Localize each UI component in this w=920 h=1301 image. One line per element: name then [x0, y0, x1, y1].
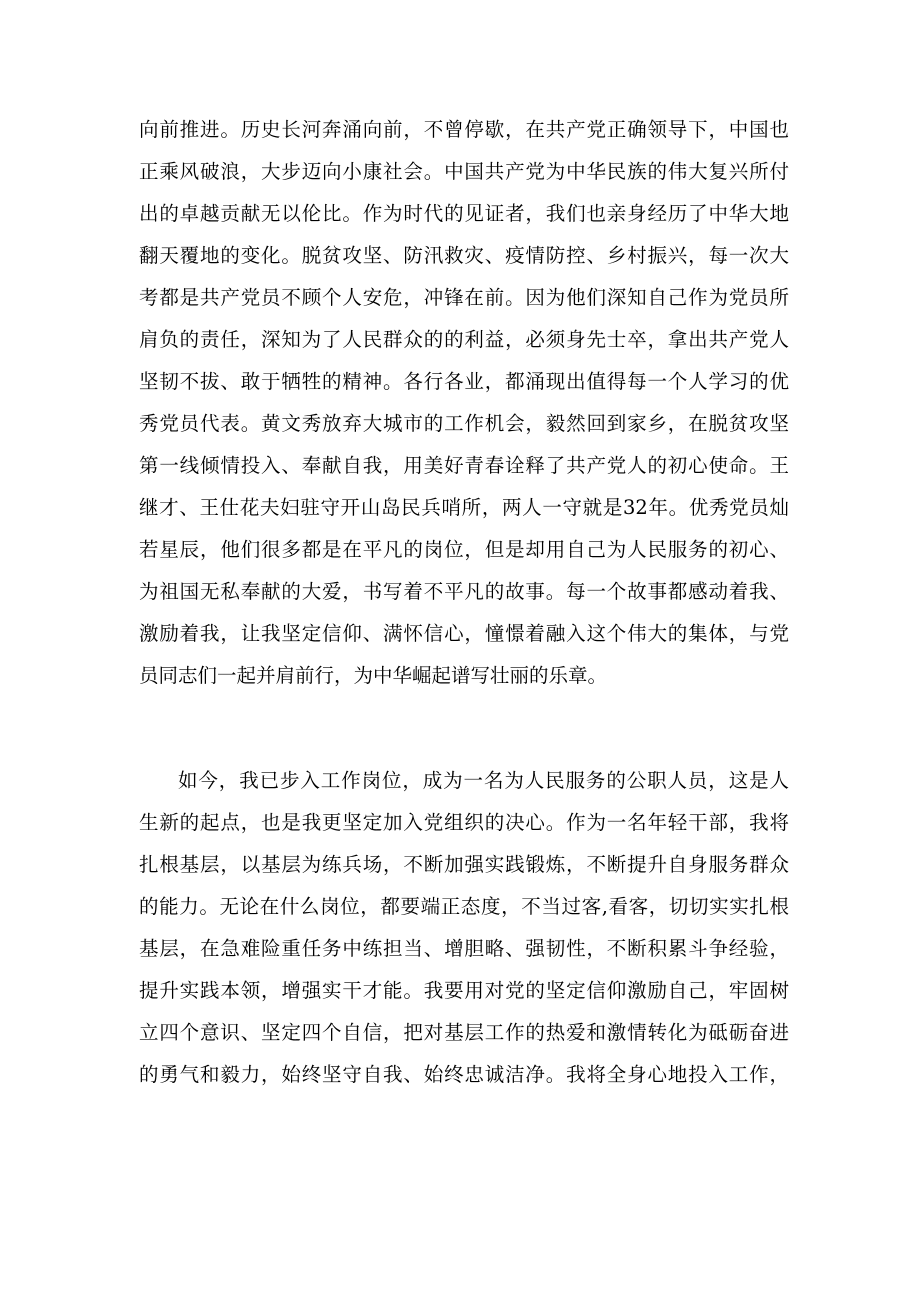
text-line: 若星辰，他们很多都是在平凡的岗位，但是却用自己为人民服务的初心、	[139, 538, 789, 561]
text-line: 坚韧不拔、敢于牺牲的精神。各行各业，都涌现出值得每一个人学习的优	[139, 370, 789, 393]
text-line: 扎根基层，以基层为练兵场，不断加强实践锻炼，不断提升自身服务群众	[139, 853, 789, 876]
text-line: 激励着我，让我坚定信仰、满怀信心，憧憬着融入这个伟大的集体，与党	[139, 622, 789, 645]
text-line: 第一线倾情投入、奉献自我，用美好青春诠释了共产党人的初心使命。王	[139, 454, 789, 477]
text-line: 秀党员代表。黄文秀放弃大城市的工作机会，毅然回到家乡，在脱贫攻坚	[139, 412, 789, 435]
paragraph-2	[139, 760, 789, 1096]
text-line: 基层，在急难险重任务中练担当、增胆略、强韧性，不断积累斗争经验，	[139, 937, 789, 960]
text-line: 的能力。无论在什么岗位，都要端正态度，不当过客,看客，切切实实扎根	[139, 895, 789, 918]
text-line: 提升实践本领，增强实干才能。我要用对党的坚定信仰激励自己，牢固树	[139, 979, 789, 1002]
paragraph-1	[139, 109, 789, 697]
text-line: 生新的起点，也是我更坚定加入党组织的决心。作为一名年轻干部，我将	[139, 811, 789, 834]
text-line: 的勇气和毅力，始终坚守自我、始终忠诚洁净。我将全身心地投入工作，	[139, 1063, 789, 1086]
text-line: 如今，我已步入工作岗位，成为一名为人民服务的公职人员，这是人	[178, 769, 789, 792]
text-line: 正乘风破浪，大步迈向小康社会。中国共产党为中华民族的伟大复兴所付	[139, 160, 789, 183]
text-line: 肩负的责任，深知为了人民群众的的利益，必须身先士卒，拿出共产党人	[139, 328, 789, 351]
text-line: 向前推进。历史长河奔涌向前，不曾停歇，在共产党正确领导下，中国也	[139, 118, 789, 141]
text-line: 翻天覆地的变化。脱贫攻坚、防汛救灾、疫情防控、乡村振兴，每一次大	[139, 244, 789, 267]
text-line: 员同志们一起并肩前行，为中华崛起谱写壮丽的乐章。	[139, 664, 608, 687]
text-line: 继才、王仕花夫妇驻守开山岛民兵哨所，两人一守就是32年。优秀党员灿	[139, 496, 789, 519]
text-line: 立四个意识、坚定四个自信，把对基层工作的热爱和激情转化为砥砺奋进	[139, 1021, 789, 1044]
text-line: 为祖国无私奉献的大爱，书写着不平凡的故事。每一个故事都感动着我、	[139, 580, 789, 603]
text-line: 考都是共产党员不顾个人安危，冲锋在前。因为他们深知自己作为党员所	[139, 286, 789, 309]
text-line: 出的卓越贡献无以伦比。作为时代的见证者，我们也亲身经历了中华大地	[139, 202, 789, 225]
